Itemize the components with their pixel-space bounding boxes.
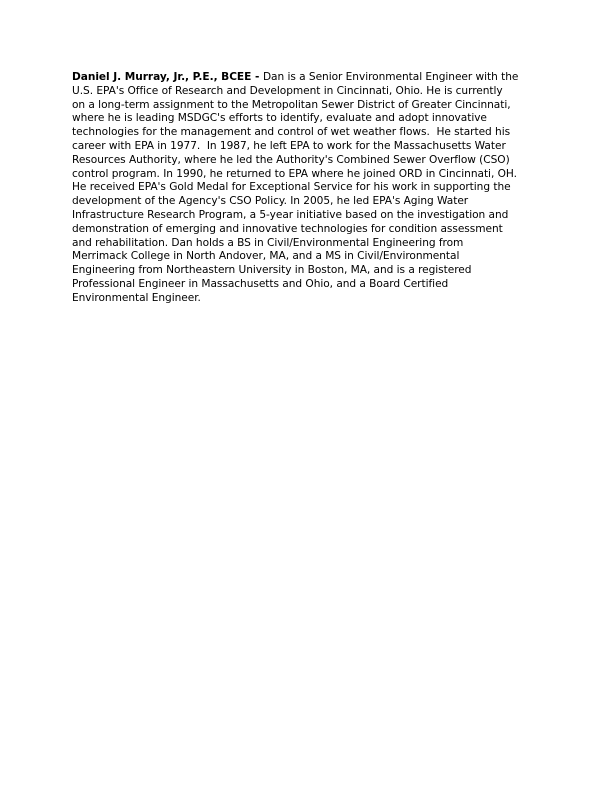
bio-line: on a long-term assignment to the Metropolitan Sewer District of Greater Cincinnati,: [72, 98, 511, 111]
bio-line: control program. In 1990, he returned to EPA where he joined ORD in Cincinnati, OH.: [72, 167, 517, 180]
bio-line: development of the Agency's CSO Policy. In 2005, he led EPA's Aging Water: [72, 195, 469, 208]
bio-line: Environmental Engineer.: [72, 291, 201, 304]
bio-line: Engineering from Northeastern University in Boston, MA, and is a registered: [72, 264, 472, 277]
bio-line: U.S. EPA's Office of Research and Development in Cincinnati, Ohio. He is currently: [72, 84, 503, 97]
bio-line: where he is leading MSDGC's efforts to identify, evaluate and adopt innovative: [72, 112, 487, 125]
biography-paragraph: [72, 71, 552, 306]
bio-line: technologies for the management and control of wet weather flows. He started his: [72, 126, 511, 139]
bio-line: Resources Authority, where he led the Authority's Combined Sewer Overflow (CSO): [72, 153, 510, 166]
bio-line: Infrastructure Research Program, a 5-year initiative based on the investigation and: [72, 208, 509, 221]
bio-line: and rehabilitation. Dan holds a BS in Civil/Environmental Engineering from: [72, 236, 464, 249]
bio-line: demonstration of emerging and innovative technologies for condition assessment: [72, 222, 503, 235]
bio-line: He received EPA's Gold Medal for Exceptional Service for his work in supporting the: [72, 181, 511, 194]
bio-line: Merrimack College in North Andover, MA, and a MS in Civil/Environmental: [72, 250, 460, 263]
bio-line: [72, 71, 552, 85]
bio-line: career with EPA in 1977. In 1987, he left EPA to work for the Massachusetts Water: [72, 139, 506, 152]
bio-line: Professional Engineer in Massachusetts and Ohio, and a Board Certified: [72, 277, 449, 290]
bio-line-text: Dan is a Senior Environmental Engineer with the: [262, 71, 519, 83]
bio-name-heading: Daniel J. Murray, Jr., P.E., BCEE -: [72, 71, 263, 83]
